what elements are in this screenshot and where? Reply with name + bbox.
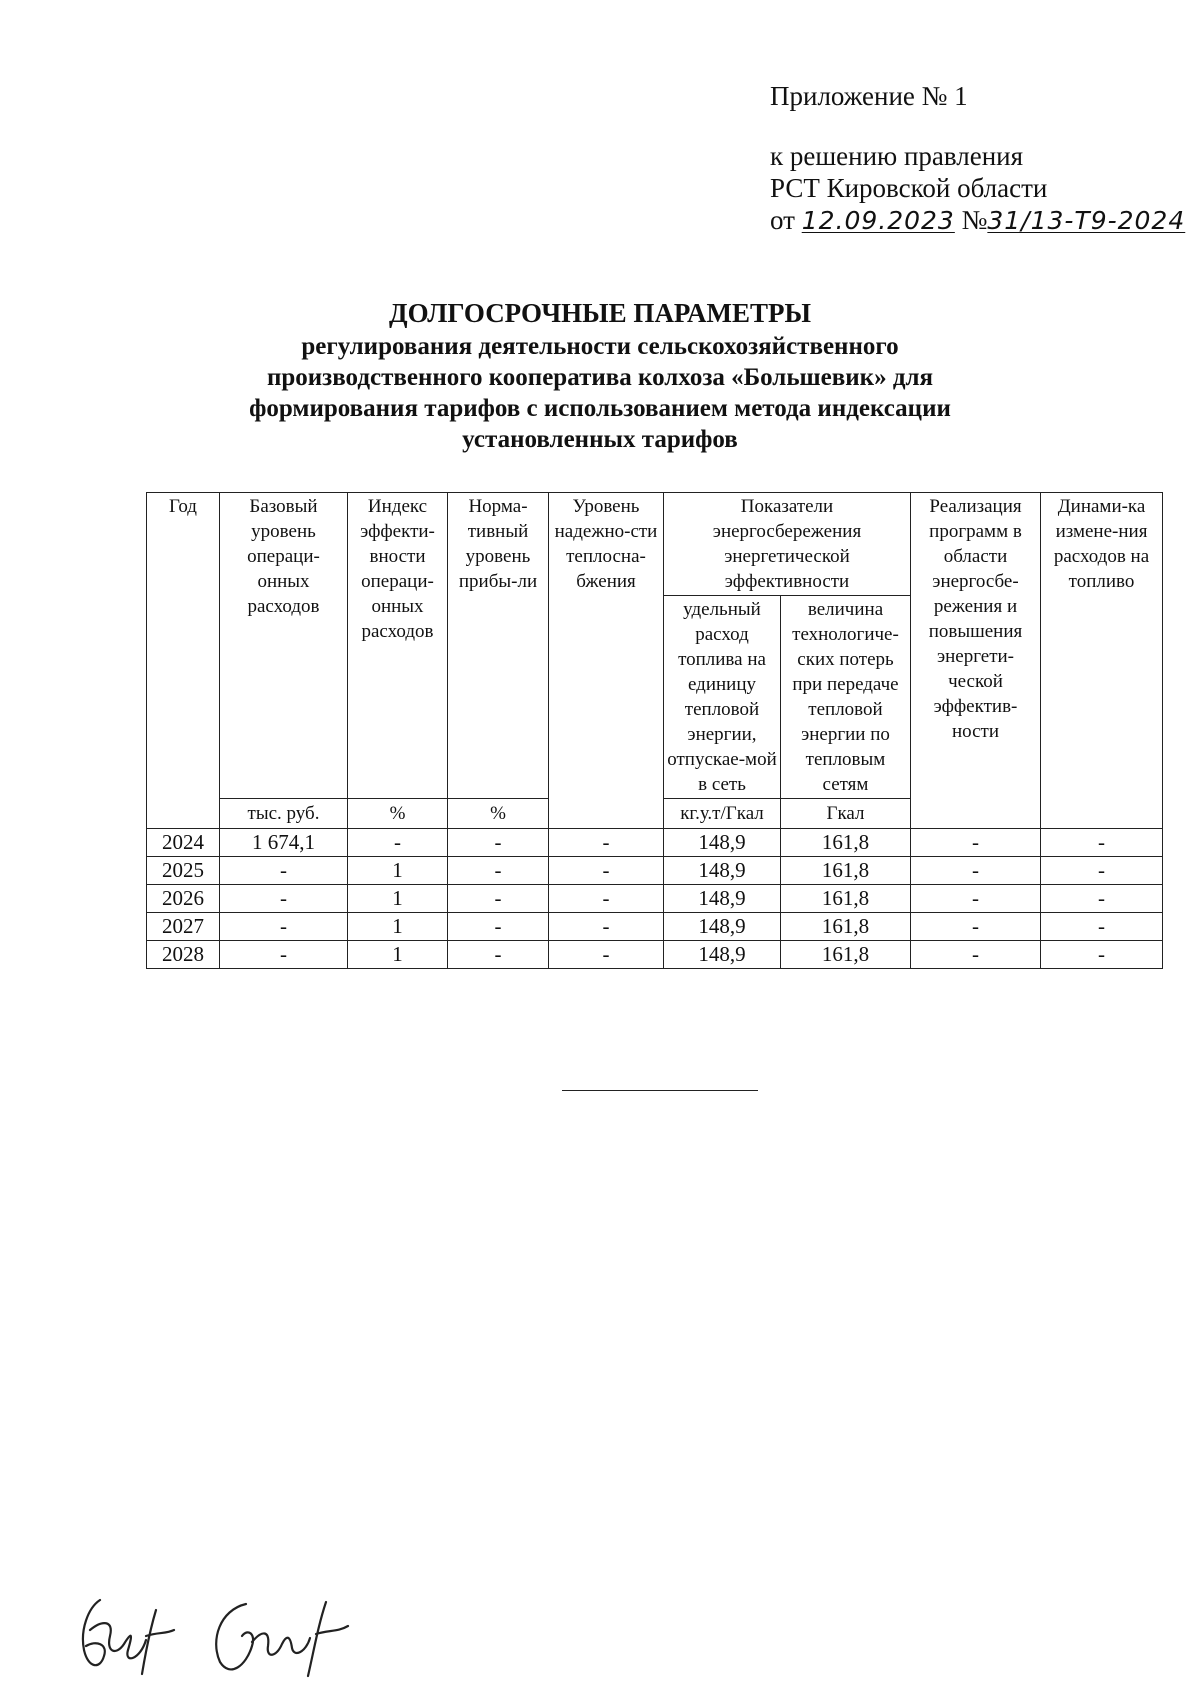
cell-fuel-costs: - xyxy=(1041,941,1163,969)
handwritten-signatures xyxy=(70,1590,390,1680)
cell-losses: 161,8 xyxy=(781,941,911,969)
document-subtitle-line-4: установленных тарифов xyxy=(462,426,738,453)
unit-profit-level: % xyxy=(448,799,549,829)
cell-programs: - xyxy=(911,857,1041,885)
from-label: от xyxy=(770,205,795,235)
cell-efficiency-index: 1 xyxy=(348,885,448,913)
cell-fuel-rate: 148,9 xyxy=(664,885,781,913)
cell-year: 2024 xyxy=(147,829,220,857)
cell-losses: 161,8 xyxy=(781,885,911,913)
cell-base-level: 1 674,1 xyxy=(220,829,348,857)
cell-programs: - xyxy=(911,829,1041,857)
cell-losses: 161,8 xyxy=(781,913,911,941)
cell-efficiency-index: 1 xyxy=(348,857,448,885)
cell-reliability: - xyxy=(549,885,664,913)
header-fuel-costs: Динами-ка измене-ния расходов на топливо xyxy=(1041,493,1163,829)
table-row xyxy=(147,913,1163,941)
cell-year: 2026 xyxy=(147,885,220,913)
cell-efficiency-index: 1 xyxy=(348,913,448,941)
cell-efficiency-index: 1 xyxy=(348,941,448,969)
document-subtitle-line-1: регулирования деятельности сельскохозяйственного xyxy=(301,333,899,360)
annex-block xyxy=(770,80,1185,237)
cell-profit-level: - xyxy=(448,913,549,941)
cell-losses: 161,8 xyxy=(781,857,911,885)
header-row-1 xyxy=(147,493,1163,596)
cell-profit-level: - xyxy=(448,941,549,969)
document-subtitle-line-2: производственного кооператива колхоза «Большевик» для xyxy=(266,364,934,391)
header-efficiency-index: Индекс эффекти-вности операци-онных расходов xyxy=(348,493,448,799)
cell-fuel-costs: - xyxy=(1041,829,1163,857)
unit-fuel-rate: кг.у.т/Гкал xyxy=(664,799,781,829)
cell-programs: - xyxy=(911,913,1041,941)
cell-fuel-rate: 148,9 xyxy=(664,913,781,941)
table-row xyxy=(147,885,1163,913)
annex-line-decision: к решению правления xyxy=(770,141,1024,171)
document-heading xyxy=(200,298,1000,455)
cell-programs: - xyxy=(911,941,1041,969)
cell-profit-level: - xyxy=(448,885,549,913)
cell-fuel-costs: - xyxy=(1041,857,1163,885)
header-reliability: Уровень надежно-сти теплосна-бжения xyxy=(549,493,664,829)
cell-fuel-costs: - xyxy=(1041,885,1163,913)
annex-line-authority: РСТ Кировской области xyxy=(770,173,1048,203)
unit-efficiency-index: % xyxy=(348,799,448,829)
cell-fuel-costs: - xyxy=(1041,913,1163,941)
cell-reliability: - xyxy=(549,941,664,969)
cell-fuel-rate: 148,9 xyxy=(664,941,781,969)
table-row xyxy=(147,941,1163,969)
document-subtitle-line-3: формирования тарифов с использованием метода индексации xyxy=(249,395,951,422)
cell-fuel-rate: 148,9 xyxy=(664,829,781,857)
cell-base-level: - xyxy=(220,913,348,941)
cell-fuel-rate: 148,9 xyxy=(664,857,781,885)
annex-title: Приложение № 1 xyxy=(770,81,968,111)
decision-date: 12.09.2023 xyxy=(801,206,955,235)
end-divider xyxy=(562,1090,758,1091)
table-row xyxy=(147,829,1163,857)
decision-number: 31/13-Т9-2024 xyxy=(987,206,1186,235)
cell-profit-level: - xyxy=(448,829,549,857)
cell-profit-level: - xyxy=(448,857,549,885)
cell-losses: 161,8 xyxy=(781,829,911,857)
cell-year: 2025 xyxy=(147,857,220,885)
cell-efficiency-index: - xyxy=(348,829,448,857)
cell-programs: - xyxy=(911,885,1041,913)
header-programs: Реализация программ в области энергосбе-режения и повышения энергети-ческой эффектив-ности xyxy=(911,493,1041,829)
header-energy-group: Показатели энергосбережения энергетической эффективности xyxy=(664,493,911,596)
header-fuel-rate: удельный расход топлива на единицу тепловой энергии, отпускае-мой в сеть xyxy=(664,596,781,799)
cell-year: 2027 xyxy=(147,913,220,941)
header-year: Год xyxy=(147,493,220,829)
annex-line-date-number xyxy=(770,204,1185,237)
cell-base-level: - xyxy=(220,885,348,913)
document-title: ДОЛГОСРОЧНЫЕ ПАРАМЕТРЫ xyxy=(389,298,811,328)
table-row xyxy=(147,857,1163,885)
unit-losses: Гкал xyxy=(781,799,911,829)
cell-base-level: - xyxy=(220,941,348,969)
header-profit-level: Норма-тивный уровень прибы-ли xyxy=(448,493,549,799)
number-label: № xyxy=(961,205,988,235)
parameters-table xyxy=(146,492,1163,969)
header-losses: величина технологиче-ских потерь при передаче тепловой энергии по тепловым сетям xyxy=(781,596,911,799)
cell-reliability: - xyxy=(549,913,664,941)
cell-reliability: - xyxy=(549,829,664,857)
header-base-level: Базовый уровень операци-онных расходов xyxy=(220,493,348,799)
cell-reliability: - xyxy=(549,857,664,885)
cell-base-level: - xyxy=(220,857,348,885)
cell-year: 2028 xyxy=(147,941,220,969)
unit-base-level: тыс. руб. xyxy=(220,799,348,829)
